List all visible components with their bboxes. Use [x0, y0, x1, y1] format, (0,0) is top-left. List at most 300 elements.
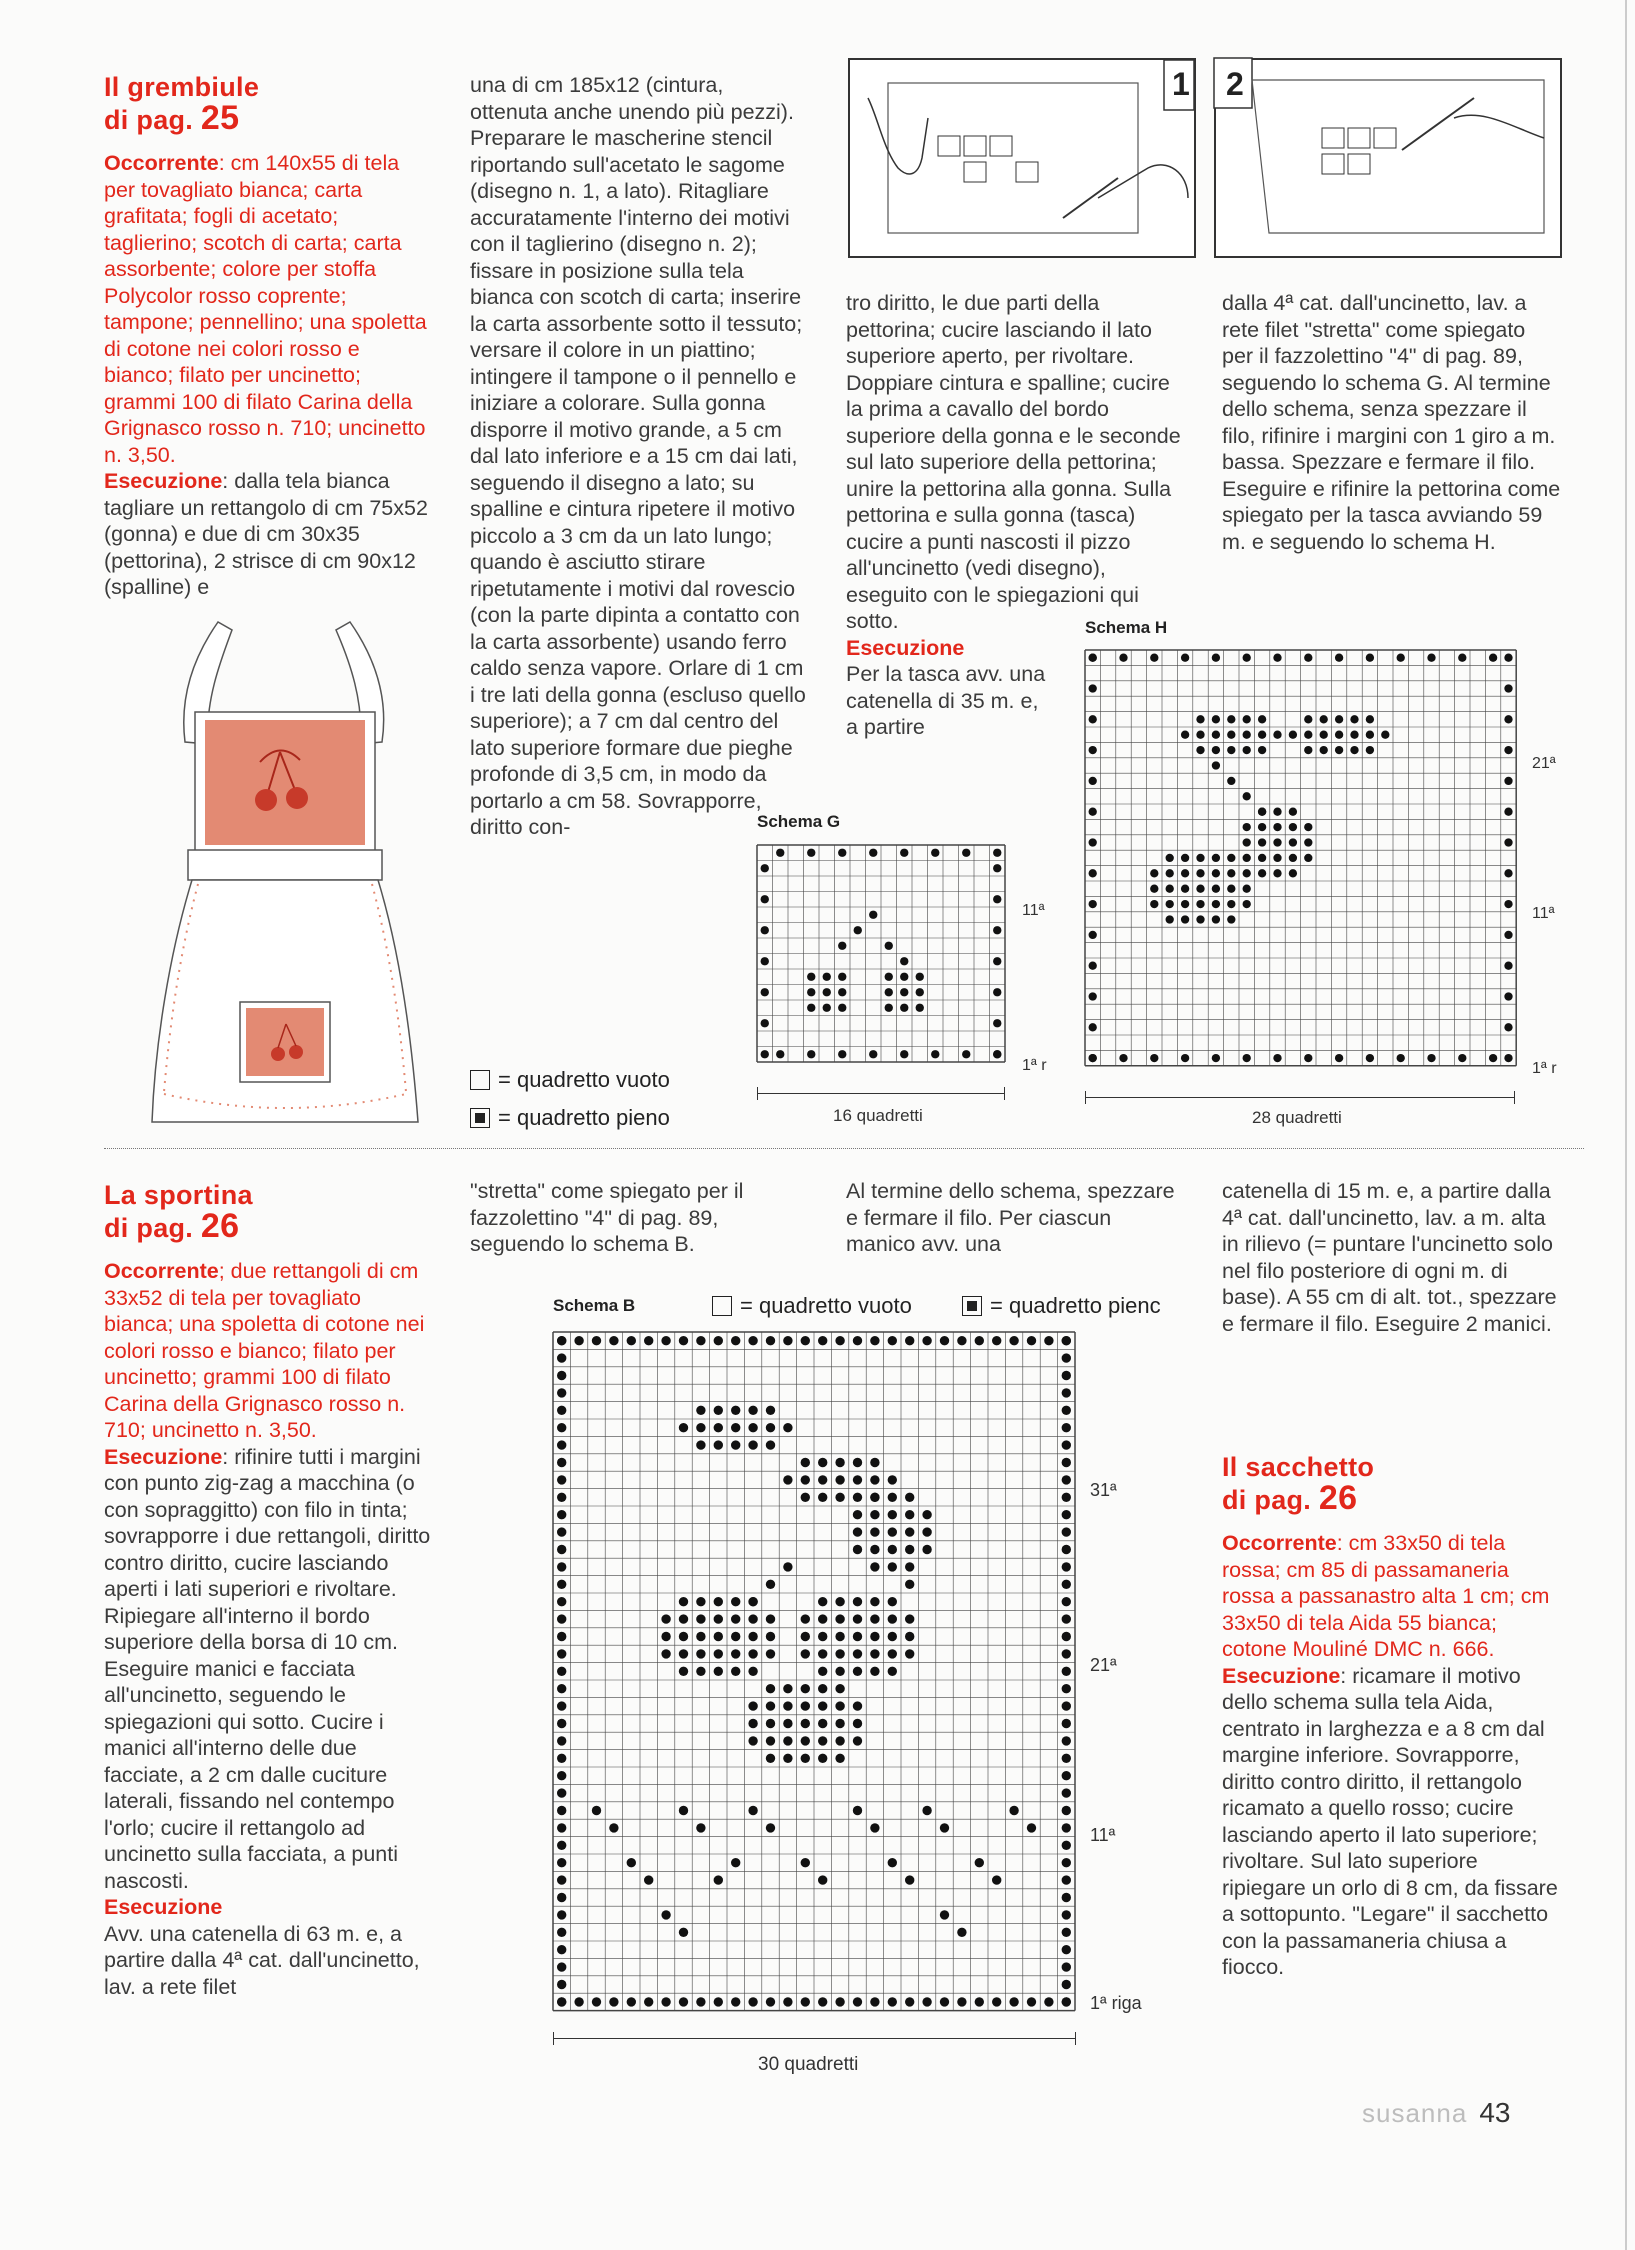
- filled-square: [801, 1997, 810, 2006]
- filled-square: [766, 1997, 775, 2006]
- filled-square: [1243, 792, 1251, 800]
- filled-square: [916, 1004, 924, 1012]
- filled-square: [888, 1632, 897, 1641]
- filled-square: [801, 1336, 810, 1345]
- filled-square: [807, 973, 815, 981]
- title-line1: La sportina: [104, 1180, 253, 1210]
- schema-h-row-21: 21ª: [1532, 755, 1556, 772]
- filled-square: [853, 1475, 862, 1484]
- grembiule-col3-text: tro diritto, le due parti della pettorina; cucire lasciando il lato superiore aperto, per rivoltare. Doppiare cintura e spalline; cucire la prima a cavallo del bordo superiore della gonna e le seconde sul lato superiore della pettorina; unire la pettorina alla gonna. Sulla pettorina e sulla gonna (tasca) cucire a punti nascosti il pizzo all'uncinetto (vedi disegno), eseguito con le spiegazioni qui sotto.: [846, 291, 1181, 633]
- filled-square: [905, 1614, 914, 1623]
- filled-square: [1243, 731, 1251, 739]
- filled-square: [900, 1050, 908, 1058]
- filled-square: [557, 1632, 566, 1641]
- filled-square: [1427, 654, 1435, 662]
- filled-square: [731, 1858, 740, 1867]
- filled-square: [557, 1493, 566, 1502]
- schema-h-grid: [1085, 650, 1515, 1070]
- filled-square: [557, 1475, 566, 1484]
- title-line2: di pag. 25: [104, 99, 240, 137]
- filled-square: [1062, 1684, 1071, 1693]
- filled-square: [916, 988, 924, 996]
- filled-square: [835, 1649, 844, 1658]
- filled-square: [1062, 1893, 1071, 1902]
- filled-square: [1366, 731, 1374, 739]
- filled-square: [1089, 869, 1097, 877]
- filled-square: [900, 988, 908, 996]
- filled-square: [838, 849, 846, 857]
- filled-square: [557, 1788, 566, 1797]
- schema-b-row-21: 21ª: [1090, 1655, 1117, 1675]
- filled-square: [731, 1649, 740, 1658]
- filled-square: [835, 1719, 844, 1728]
- filled-square: [783, 1736, 792, 1745]
- filled-square: [679, 1806, 688, 1815]
- filled-square: [592, 1336, 601, 1345]
- filled-square: [731, 1406, 740, 1415]
- filled-square: [922, 1510, 931, 1519]
- filled-square: [835, 1614, 844, 1623]
- esecuzione-paragraph: Esecuzione: ricamare il motivo dello schema sulla tela Aida, centrato in larghezza e a 8 cm dal margine inferiore. Sovrapporre, diritto contro diritto, il rettangolo ricamato a quello rosso; cucire lasciando aperto il lato superiore; rivoltare. Sul lato superiore ripiegare un orlo di 8 cm, da fissare a sottopunto. "Legare" il sacchetto con la passamaneria chiusa a fiocco.: [1222, 1663, 1558, 1979]
- filled-square: [1504, 654, 1512, 662]
- filled-square: [922, 1336, 931, 1345]
- filled-square: [1304, 854, 1312, 862]
- filled-square: [783, 1336, 792, 1345]
- filled-square: [1062, 1614, 1071, 1623]
- filled-square: [1304, 746, 1312, 754]
- filled-square: [557, 1701, 566, 1710]
- filled-square: [783, 1475, 792, 1484]
- filled-square: [557, 1353, 566, 1362]
- filled-square: [783, 1754, 792, 1763]
- filled-square: [1062, 1962, 1071, 1971]
- filled-square: [818, 1649, 827, 1658]
- filled-square: [766, 1701, 775, 1710]
- title-line1: Il grembiule: [104, 72, 260, 102]
- filled-square: [1181, 731, 1189, 739]
- filled-square: [922, 1997, 931, 2006]
- schema-g-row-11: 11ª: [1022, 902, 1045, 919]
- filled-square: [818, 1493, 827, 1502]
- filled-square: [801, 1701, 810, 1710]
- filled-square: [557, 1806, 566, 1815]
- filled-square: [679, 1614, 688, 1623]
- schema-g-label: Schema G: [757, 812, 841, 831]
- filled-square: [557, 1928, 566, 1937]
- sportina-col4: [1222, 1178, 1562, 1337]
- filled-square: [801, 1754, 810, 1763]
- filled-square: [1273, 1054, 1281, 1062]
- filled-square: [1366, 746, 1374, 754]
- filled-square: [993, 957, 1001, 965]
- filled-square: [818, 1684, 827, 1693]
- filled-square: [1212, 731, 1220, 739]
- filled-square: [900, 1004, 908, 1012]
- schema-g-width: 16 quadretti: [833, 1106, 923, 1125]
- filled-square: [696, 1423, 705, 1432]
- filled-square: [696, 1614, 705, 1623]
- filled-square: [993, 849, 1001, 857]
- filled-square: [1212, 761, 1220, 769]
- page-footer: [1362, 2097, 1510, 2129]
- filled-square: [888, 1667, 897, 1676]
- filled-square: [835, 1754, 844, 1763]
- filled-square: [853, 1701, 862, 1710]
- filled-square: [931, 849, 939, 857]
- filled-square: [1062, 1997, 1071, 2006]
- filled-square: [888, 1493, 897, 1502]
- filled-square: [696, 1823, 705, 1832]
- filled-square: [801, 1632, 810, 1641]
- filled-square: [835, 1701, 844, 1710]
- filled-square: [1227, 746, 1235, 754]
- filled-square: [885, 973, 893, 981]
- filled-square: [1289, 823, 1297, 831]
- filled-square: [1273, 838, 1281, 846]
- filled-square: [1366, 1054, 1374, 1062]
- filled-square: [975, 1997, 984, 2006]
- filled-square: [1304, 715, 1312, 723]
- filled-square: [748, 1406, 757, 1415]
- filled-square: [1227, 854, 1235, 862]
- filled-square: [905, 1545, 914, 1554]
- filled-square: [1320, 731, 1328, 739]
- title-page-number: 26: [200, 1207, 240, 1245]
- filled-square: [835, 1736, 844, 1745]
- filled-square: [869, 911, 877, 919]
- filled-square: [1504, 1054, 1512, 1062]
- filled-square: [940, 1910, 949, 1919]
- filled-square: [1062, 1406, 1071, 1415]
- filled-square: [748, 1649, 757, 1658]
- filled-square: [1196, 731, 1204, 739]
- filled-square: [1304, 838, 1312, 846]
- filled-square: [888, 1527, 897, 1536]
- filled-square: [696, 1667, 705, 1676]
- filled-square: [557, 1597, 566, 1606]
- filled-square: [696, 1440, 705, 1449]
- filled-square: [916, 973, 924, 981]
- filled-square: [731, 1614, 740, 1623]
- filled-square: [761, 926, 769, 934]
- filled-square: [557, 1719, 566, 1728]
- filled-square: [696, 1597, 705, 1606]
- filled-square: [1009, 1806, 1018, 1815]
- filled-square: [1062, 1440, 1071, 1449]
- filled-square: [957, 1997, 966, 2006]
- filled-square: [1062, 1353, 1071, 1362]
- filled-square: [731, 1597, 740, 1606]
- filled-square: [1243, 885, 1251, 893]
- filled-square: [1062, 1858, 1071, 1867]
- filled-square: [853, 1719, 862, 1728]
- filled-square: [766, 1649, 775, 1658]
- filled-square: [1227, 900, 1235, 908]
- filled-square: [853, 1632, 862, 1641]
- figure-number-2: 2: [1226, 66, 1244, 102]
- filled-square: [801, 1475, 810, 1484]
- filled-square: [870, 1493, 879, 1502]
- magazine-name: susanna: [1362, 2098, 1468, 2128]
- filled-square: [888, 1562, 897, 1571]
- filled-square: [1504, 992, 1512, 1000]
- filled-square: [1150, 869, 1158, 877]
- filled-square: [748, 1806, 757, 1815]
- filled-square: [1427, 1054, 1435, 1062]
- filled-square: [679, 1649, 688, 1658]
- filled-square: [1089, 684, 1097, 692]
- filled-square: [1212, 654, 1220, 662]
- filled-square: [1181, 1054, 1189, 1062]
- filled-square: [1212, 885, 1220, 893]
- filled-square: [1304, 1054, 1312, 1062]
- filled-square: [1504, 715, 1512, 723]
- sportina-col3: [846, 1178, 1186, 1258]
- filled-square: [1335, 654, 1343, 662]
- filled-square: [853, 1597, 862, 1606]
- filled-square: [1289, 854, 1297, 862]
- filled-square: [1304, 823, 1312, 831]
- filled-square: [1196, 900, 1204, 908]
- filled-square: [748, 1736, 757, 1745]
- filled-square: [885, 942, 893, 950]
- filled-square: [1458, 1054, 1466, 1062]
- filled-square: [557, 1893, 566, 1902]
- filled-square: [885, 988, 893, 996]
- filled-square: [835, 1458, 844, 1467]
- filled-square: [1062, 1580, 1071, 1589]
- filled-square: [1062, 1493, 1071, 1502]
- filled-square: [957, 1336, 966, 1345]
- filled-square: [992, 1997, 1001, 2006]
- filled-square: [1227, 915, 1235, 923]
- filled-square: [679, 1423, 688, 1432]
- filled-square: [1504, 931, 1512, 939]
- filled-square: [1504, 684, 1512, 692]
- filled-square: [1196, 885, 1204, 893]
- filled-square: [557, 1754, 566, 1763]
- filled-square: [1289, 731, 1297, 739]
- filled-square: [783, 1719, 792, 1728]
- filled-square: [1366, 715, 1374, 723]
- schema-h-width: 28 quadretti: [1252, 1108, 1342, 1127]
- filled-square: [714, 1423, 723, 1432]
- filled-square: [905, 1510, 914, 1519]
- filled-square: [905, 1649, 914, 1658]
- filled-square: [801, 1614, 810, 1623]
- filled-square: [922, 1527, 931, 1536]
- filled-square: [748, 1719, 757, 1728]
- schema-h-row-11: 11ª: [1532, 905, 1555, 922]
- filled-square: [783, 1684, 792, 1693]
- filled-square: [761, 957, 769, 965]
- schema-h-label: Schema H: [1085, 618, 1168, 637]
- filled-square: [661, 1614, 670, 1623]
- filled-square: [1258, 715, 1266, 723]
- filled-square: [766, 1736, 775, 1745]
- filled-square: [679, 1336, 688, 1345]
- sportina-col1: [104, 1258, 434, 2000]
- filled-square: [714, 1875, 723, 1884]
- filled-square: [731, 1440, 740, 1449]
- filled-square: [731, 1423, 740, 1432]
- filled-square: [957, 1928, 966, 1937]
- filled-square: [714, 1649, 723, 1658]
- schema-b-row-1: 1ª riga: [1090, 1993, 1142, 2013]
- schema-b-dimension-line: [553, 2038, 1076, 2039]
- filled-square: [644, 1336, 653, 1345]
- filled-square: [835, 1997, 844, 2006]
- filled-square: [557, 1945, 566, 1954]
- filled-square: [731, 1667, 740, 1676]
- filled-square: [1181, 854, 1189, 862]
- filled-square: [1089, 808, 1097, 816]
- filled-square: [1227, 869, 1235, 877]
- filled-square: [1196, 869, 1204, 877]
- filled-square: [1243, 823, 1251, 831]
- filled-square: [1489, 1054, 1497, 1062]
- filled-square: [1089, 746, 1097, 754]
- filled-square: [1166, 915, 1174, 923]
- filled-square: [783, 1562, 792, 1571]
- filled-square: [1150, 1054, 1158, 1062]
- filled-square: [1027, 1997, 1036, 2006]
- filled-square: [1062, 1754, 1071, 1763]
- filled-square: [644, 1997, 653, 2006]
- filled-square: [835, 1632, 844, 1641]
- sportina-col2: [470, 1178, 810, 1258]
- filled-square: [870, 1649, 879, 1658]
- filled-square: [1196, 746, 1204, 754]
- filled-square: [992, 1875, 1001, 1884]
- filled-square: [823, 1004, 831, 1012]
- filled-square: [888, 1997, 897, 2006]
- filled-square: [783, 1423, 792, 1432]
- filled-square: [900, 957, 908, 965]
- filled-square: [905, 1632, 914, 1641]
- filled-square: [574, 1997, 583, 2006]
- filled-square: [870, 1336, 879, 1345]
- filled-square: [1062, 1632, 1071, 1641]
- filled-square: [731, 1336, 740, 1345]
- filled-square: [1243, 900, 1251, 908]
- filled-square: [870, 1614, 879, 1623]
- filled-square: [801, 1493, 810, 1502]
- filled-square: [748, 1614, 757, 1623]
- filled-square: [835, 1684, 844, 1693]
- schema-b-grid: [553, 1332, 1076, 2012]
- filled-square: [870, 1823, 879, 1832]
- filled-square: [557, 1545, 566, 1554]
- filled-square: [869, 849, 877, 857]
- filled-square: [888, 1510, 897, 1519]
- filled-square: [696, 1632, 705, 1641]
- grembiule-col2: [470, 72, 807, 841]
- filled-square: [1273, 854, 1281, 862]
- filled-square: [1062, 1875, 1071, 1884]
- filled-square: [783, 1997, 792, 2006]
- filled-square: [993, 864, 1001, 872]
- filled-square: [900, 973, 908, 981]
- filled-square: [1212, 1054, 1220, 1062]
- filled-square: [1089, 900, 1097, 908]
- filled-square: [1089, 715, 1097, 723]
- filled-square: [1062, 1788, 1071, 1797]
- filled-square: [853, 1458, 862, 1467]
- filled-square: [853, 1527, 862, 1536]
- filled-square: [905, 1336, 914, 1345]
- filled-square: [557, 1423, 566, 1432]
- filled-square: [1243, 838, 1251, 846]
- filled-square: [853, 1336, 862, 1345]
- filled-square: [557, 1823, 566, 1832]
- filled-square: [870, 1545, 879, 1554]
- filled-square: [1181, 900, 1189, 908]
- filled-square: [854, 926, 862, 934]
- schema-g-grid: [757, 845, 1007, 1070]
- filled-square: [993, 895, 1001, 903]
- filled-square: [1504, 900, 1512, 908]
- filled-square: [870, 1997, 879, 2006]
- filled-square: [1350, 715, 1358, 723]
- filled-square: [1504, 838, 1512, 846]
- filled-square: [574, 1336, 583, 1345]
- filled-square: [557, 1614, 566, 1623]
- filled-square: [1119, 1054, 1127, 1062]
- filled-square: [1196, 715, 1204, 723]
- filled-square: [823, 973, 831, 981]
- filled-square: [905, 1493, 914, 1502]
- filled-square: [696, 1649, 705, 1658]
- filled-square: [993, 1050, 1001, 1058]
- filled-square: [1044, 1997, 1053, 2006]
- filled-square: [714, 1614, 723, 1623]
- filled-square: [807, 988, 815, 996]
- filled-square: [1243, 654, 1251, 662]
- filled-square: [801, 1858, 810, 1867]
- filled-square: [838, 1050, 846, 1058]
- filled-square: [661, 1336, 670, 1345]
- filled-square: [869, 1050, 877, 1058]
- filled-square: [1062, 1388, 1071, 1397]
- filled-square: [1089, 1023, 1097, 1031]
- filled-square: [818, 1458, 827, 1467]
- filled-square: [1397, 1054, 1405, 1062]
- filled-square: [1212, 915, 1220, 923]
- filled-square: [1062, 1597, 1071, 1606]
- filled-square: [766, 1423, 775, 1432]
- filled-square: [888, 1614, 897, 1623]
- empty-square-icon: [470, 1070, 490, 1090]
- filled-square: [1335, 746, 1343, 754]
- filled-square: [1504, 869, 1512, 877]
- filled-square: [1062, 1649, 1071, 1658]
- filled-square: [1089, 838, 1097, 846]
- filled-square: [661, 1632, 670, 1641]
- page-number: 43: [1479, 2097, 1511, 2128]
- grembiule-col1: [104, 150, 434, 601]
- filled-square: [853, 1614, 862, 1623]
- filled-square: [1062, 1475, 1071, 1484]
- filled-square: [801, 1649, 810, 1658]
- filled-square: [975, 1858, 984, 1867]
- filled-square: [557, 1649, 566, 1658]
- occorrente-paragraph: Occorrente: cm 140x55 di tela per tovagliato bianca; carta grafitata; fogli di acetato; taglierino; scotch di carta; carta assorbente; colore per stoffa Polycolor rosso coprente; tampone; pennellino; una spoletta di cotone nei colori rosso e bianco; filato per uncinetto; grammi 100 di filato Carina della Grignasco rosso n. 710; uncinetto n. 3,50.: [104, 151, 427, 467]
- filled-square: [818, 1667, 827, 1676]
- filled-square: [853, 1997, 862, 2006]
- grembiule-col4: [1222, 290, 1562, 555]
- filled-square: [1062, 1841, 1071, 1850]
